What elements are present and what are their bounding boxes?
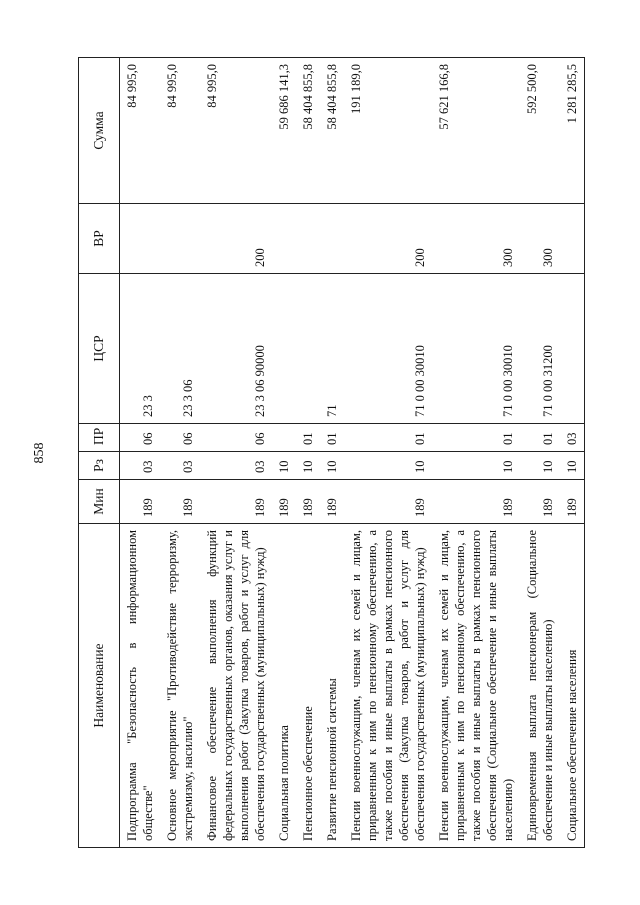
header-rz: Рз — [79, 452, 120, 480]
cell-csr: 71 0 00 31200 — [520, 274, 560, 424]
cell-name: Пенсионное обеспечение — [296, 524, 320, 848]
cell-min: 189 — [320, 480, 344, 524]
cell-pr: 03 — [560, 424, 585, 452]
cell-sum: 592 500,0 — [520, 58, 560, 204]
cell-name: Социальная политика — [272, 524, 296, 848]
cell-vr: 300 — [432, 204, 520, 274]
cell-sum: 59 686 141,3 — [272, 58, 296, 204]
table-row — [296, 58, 320, 848]
cell-sum: 58 404 855,8 — [320, 58, 344, 204]
page-number: 858 — [32, 442, 47, 464]
cell-pr: 06 — [200, 424, 272, 452]
header-vr: ВР — [79, 204, 120, 274]
cell-vr — [160, 204, 200, 274]
cell-min: 189 — [432, 480, 520, 524]
cell-rz: 03 — [160, 452, 200, 480]
cell-sum: 57 621 166,8 — [432, 58, 520, 204]
table-row — [320, 58, 344, 848]
cell-pr: 06 — [160, 424, 200, 452]
cell-csr: 23 3 06 — [160, 274, 200, 424]
cell-name: Пенсии военнослужащим, членам их семей и лицам, приравненным к ним по пенсионному обеспечению, а также пособия и иные выплаты в рамках пенсионного обеспечения (Закупка товаров, работ и услуг для обеспечения государственных (муниципальных) нужд) — [344, 524, 432, 848]
cell-rz: 03 — [120, 452, 161, 480]
cell-rz: 10 — [560, 452, 585, 480]
cell-name: Пенсии военнослужащим, членам их семей и лицам, приравненным к ним по пенсионному обеспечению, а также пособия и иные выплаты в рамках пенсионного обеспечения (Социальное обеспечение и иные выплаты населению) — [432, 524, 520, 848]
cell-vr: 300 — [520, 204, 560, 274]
cell-pr: 01 — [320, 424, 344, 452]
cell-name: Финансовое обеспечение выполнения функций федеральных государственных органов, оказания услуг и выполнения работ (Закупка товаров, работ и услуг для обеспечения государственных (муниципальных) нужд) — [200, 524, 272, 848]
cell-pr: 01 — [520, 424, 560, 452]
cell-sum: 84 995,0 — [160, 58, 200, 204]
cell-name: Развитие пенсионной системы — [320, 524, 344, 848]
cell-csr: 71 0 00 30010 — [432, 274, 520, 424]
cell-sum: 191 189,0 — [344, 58, 432, 204]
cell-name: Социальное обеспечение населения — [560, 524, 585, 848]
cell-vr — [272, 204, 296, 274]
header-sum: Сумма — [79, 58, 120, 204]
header-min: Мин — [79, 480, 120, 524]
cell-sum: 58 404 855,8 — [296, 58, 320, 204]
cell-csr: 23 3 06 90000 — [200, 274, 272, 424]
table-row — [120, 58, 161, 848]
cell-rz: 10 — [296, 452, 320, 480]
header-csr: ЦСР — [79, 274, 120, 424]
cell-sum: 84 995,0 — [200, 58, 272, 204]
cell-min: 189 — [120, 480, 161, 524]
header-name: Наименование — [79, 524, 120, 848]
cell-vr: 200 — [200, 204, 272, 274]
cell-min: 189 — [200, 480, 272, 524]
budget-table — [78, 57, 585, 848]
cell-sum: 1 281 285,5 — [560, 58, 585, 204]
cell-rz: 10 — [344, 452, 432, 480]
cell-rz: 10 — [272, 452, 296, 480]
cell-csr — [560, 274, 585, 424]
cell-vr: 200 — [344, 204, 432, 274]
cell-csr: 71 — [320, 274, 344, 424]
table-row — [520, 58, 560, 848]
cell-csr — [296, 274, 320, 424]
cell-min: 189 — [560, 480, 585, 524]
cell-vr — [320, 204, 344, 274]
cell-csr: 71 0 00 30010 — [344, 274, 432, 424]
cell-vr — [296, 204, 320, 274]
cell-min: 189 — [160, 480, 200, 524]
cell-pr — [272, 424, 296, 452]
cell-sum: 84 995,0 — [120, 58, 161, 204]
cell-vr — [120, 204, 161, 274]
cell-csr: 23 3 — [120, 274, 161, 424]
cell-name: Основное мероприятие "Противодействие терроризму, экстремизму, насилию" — [160, 524, 200, 848]
cell-pr: 01 — [432, 424, 520, 452]
table-row — [200, 58, 272, 848]
cell-pr: 06 — [120, 424, 161, 452]
table-row — [432, 58, 520, 848]
cell-min: 189 — [296, 480, 320, 524]
cell-name: Единовременная выплата пенсионерам (Социальное обеспечение и иные выплаты населению) — [520, 524, 560, 848]
cell-rz: 10 — [320, 452, 344, 480]
cell-pr: 01 — [344, 424, 432, 452]
table-row — [344, 58, 432, 848]
cell-rz: 10 — [520, 452, 560, 480]
cell-min: 189 — [344, 480, 432, 524]
cell-min: 189 — [520, 480, 560, 524]
header-pr: ПР — [79, 424, 120, 452]
table-header-row — [79, 58, 120, 848]
table-row — [560, 58, 585, 848]
cell-csr — [272, 274, 296, 424]
cell-vr — [560, 204, 585, 274]
cell-min: 189 — [272, 480, 296, 524]
table-row — [272, 58, 296, 848]
cell-name: Подпрограмма "Безопасность в информационном обществе" — [120, 524, 161, 848]
cell-pr: 01 — [296, 424, 320, 452]
table-row — [160, 58, 200, 848]
rotated-table-container — [78, 58, 618, 848]
cell-rz: 03 — [200, 452, 272, 480]
cell-rz: 10 — [432, 452, 520, 480]
